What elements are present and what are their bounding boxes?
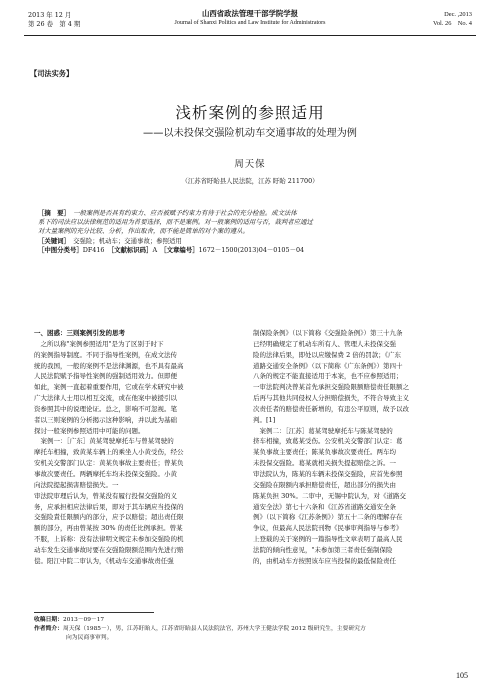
body-line: 险的法律后果，即处以应缴保费 2 倍的罚款；《广东	[253, 350, 402, 359]
body-line: 审法院认为，陈某的车辆未投保交强险，应首先参照	[253, 469, 403, 478]
journal-name-english: Journal of Shanxi Politics and Law Institute for Administrators	[174, 19, 326, 26]
author-affiliation: （江苏省盱眙县人民法院，江苏 盱眙 211700）	[181, 177, 319, 185]
body-line: 未投保交强险。葛某就相关损失提起赔偿之诉。一	[253, 459, 396, 468]
section-heading: 一、困惑：三则案例引发的思考	[34, 329, 125, 337]
doc-code-value: A	[152, 245, 158, 254]
volume-issue: 第 26 卷 第 4 期	[28, 19, 81, 28]
doc-code-label: ［文献标识码］	[110, 245, 153, 254]
body-line: 制保险条例》（以下简称《交强险条例》）第三十九条	[253, 329, 403, 337]
class-value: DF416	[82, 245, 105, 254]
keywords-text: 交强险；机动车；交通事故；参照适用	[73, 236, 182, 245]
body-line: 判。[1]	[253, 415, 276, 424]
body-line: 不服，上诉称：没有法律明文规定未参加交强险的机	[34, 535, 184, 544]
body-line: 探讨一般案例参照适用中可能的问题。	[34, 426, 145, 435]
body-line: 人民法院赋予指导性案例的强制适用效力。但即便	[34, 372, 177, 381]
article-id-value: 1672－1500(2013)04－0105－04	[198, 245, 305, 254]
author-bio: 周天保（1985－），男，江苏盱眙人，江苏省盱眙县人民法院法官，苏州大学王健法学院 2012 级研究生，主要研究方	[63, 626, 366, 632]
body-line: 挤车相撞，致葛某受伤。公安机关交警部门认定：葛	[253, 437, 403, 446]
body-line: 通安全法》第七十六条和《江苏省道路交通安全条	[253, 502, 396, 511]
body-line: 安机关交警部门认定：黄某负事故主要责任；曾某负	[34, 459, 184, 468]
body-line: 案例二：［江苏］葛某驾驶摩托车与陈某驾驶的	[253, 426, 393, 435]
author-bio-cont: 向为民商事审判。	[66, 635, 113, 641]
footnote-block	[34, 616, 464, 643]
body-line: 如此，案例一直起着重要作用，它或在学术研究中被	[34, 383, 184, 392]
body-line: 八条的规定不能直接适用于本案，也不应参照适用；	[253, 372, 403, 381]
body-line: 额的部分，再由曾某按 30% 的责任比例承担。曾某	[34, 524, 183, 533]
body-line: 上登载的关于案例的一篇指导性文章表明了最高人民	[253, 535, 403, 544]
body-line: 向法院提起损害赔偿损失。一	[34, 480, 119, 489]
article-title: 浅析案例的参照适用	[175, 104, 325, 122]
body-line: 一审法院判决曾某首先承担交强险限额赔偿责任限额之	[253, 383, 409, 392]
body-line: 动车发生交通事故时要在交强险限额范围内先进行赔	[34, 545, 184, 554]
received-date: 2013－09－17	[63, 617, 105, 623]
received-label: 收稿日期：	[34, 617, 63, 623]
body-line: 例》（以下简称《江苏条例》）第五十二条的理解存在	[253, 513, 403, 522]
body-line: 陈某负担 30%。二审中，无锡中院认为，对《道路交	[253, 491, 407, 500]
footnote-divider	[34, 612, 154, 613]
abstract-line	[38, 209, 462, 218]
body-line: 交强险在限额内承担赔偿责任，超出部分的损失由	[253, 480, 396, 489]
body-line: 次责任者的赔偿责任新增的，有违公平原则，故予以改	[253, 404, 409, 413]
body-line: 已经明确规定了机动车所有人、管理人未投保交强	[253, 339, 396, 348]
article-subtitle: ——以未投保交强险机动车交通事故的处理为例	[143, 128, 357, 139]
page-number: 105	[456, 671, 468, 680]
classification-line	[38, 246, 462, 255]
author-name: 周天保	[234, 159, 266, 170]
class-label: ［中图分类号］	[38, 245, 83, 254]
body-line: 务，应承担相应法律后果，即对于其车辆应当投保的	[34, 502, 184, 511]
journal-name	[24, 10, 476, 27]
abstract-text: 一般案例是否具有约束力、应否被赋予约束力有待于社会的充分检验。成文法体	[73, 209, 297, 217]
body-line: 的，由机动车方按照该车应当投保的最低保险责任	[253, 556, 396, 565]
article-id-label: ［文章编号］	[163, 245, 199, 254]
body-line: 法院的倾向性意见，"未参加第三者责任强制保险	[253, 545, 393, 554]
journal-header	[24, 9, 476, 36]
body-line: 审法院审理后认为，曾某没有履行投保交强险的义	[34, 491, 177, 500]
body-line: 案例一：［广东］黄某驾驶摩托车与曾某驾驶的	[34, 437, 174, 446]
section-tag: 【司法实务】	[30, 69, 74, 78]
body-line: 交强险責任限额内的部分，应予以赔偿；超出责任限	[34, 513, 184, 522]
keywords-line	[38, 237, 462, 246]
body-line: 之所以称"案例参照适用"是为了区别于时下	[34, 339, 164, 348]
body-line: 者以三则案例的分析揭示这种影响，并以此为基础	[34, 415, 177, 424]
body-line: 某负事故主要责任；陈某负事故次要责任。两车均	[253, 448, 396, 457]
body-line: 统的我国，一般的案例不是法律渊源，也不具有最高	[34, 361, 184, 370]
journal-name-chinese: 山西省政法管理干部学院学报	[201, 9, 299, 18]
issue-date: 2013 年 12 月	[28, 11, 72, 19]
body-line: 资参照其中的说理论证。总之，影响不可忽视。笔	[34, 404, 177, 413]
issue-date-en: Dec. ,2013	[444, 11, 472, 18]
author-bio-line	[34, 625, 464, 634]
abstract-block	[38, 209, 462, 255]
abstract-line: 系下的司法应以法律规范的适用为首要选择，而不是案例。对一般案例的适用与否，裁判者应通过	[38, 218, 313, 227]
abstract-label: ［摘 要］	[38, 209, 67, 217]
volume-issue-en: Vol. 26 No. 4	[433, 19, 472, 27]
body-line: 摩托车相撞，致黄某车辆上的乘坐人小黄受伤，经公	[34, 448, 184, 457]
body-line: 广大法律人士用以相互交流，或在他案中被援引以	[34, 394, 177, 403]
body-line: 事故次要责任。两辆摩托车均未投保交强险。小黄	[34, 469, 177, 478]
received-date-line	[34, 616, 464, 625]
author-bio-label: 作者简介：	[34, 626, 63, 632]
keywords-label: ［关键词］	[38, 236, 67, 245]
body-line: 后再与其他共同侵权人分担赔偿损失，不符合导致主义	[253, 394, 409, 403]
body-column-right	[253, 328, 463, 567]
abstract-line: 对大量案例的充分比较、分析，作出取舍，而不能是简单的对个案的遵从。	[38, 227, 249, 236]
body-line: 争议，但最高人民法院刊物《民事审判指导与参考》	[253, 524, 403, 533]
body-column-left	[34, 328, 244, 567]
body-line: 道路交通安全条例》（以下简称《广东条例》）第四十	[253, 361, 403, 370]
body-line: 偿。阳江中院二审认为，《机动车交通事故责任强	[34, 556, 174, 565]
issue-date-english	[433, 11, 472, 28]
body-line: 的案例指导制度。不同于指导性案例，在成文法传	[34, 350, 177, 359]
